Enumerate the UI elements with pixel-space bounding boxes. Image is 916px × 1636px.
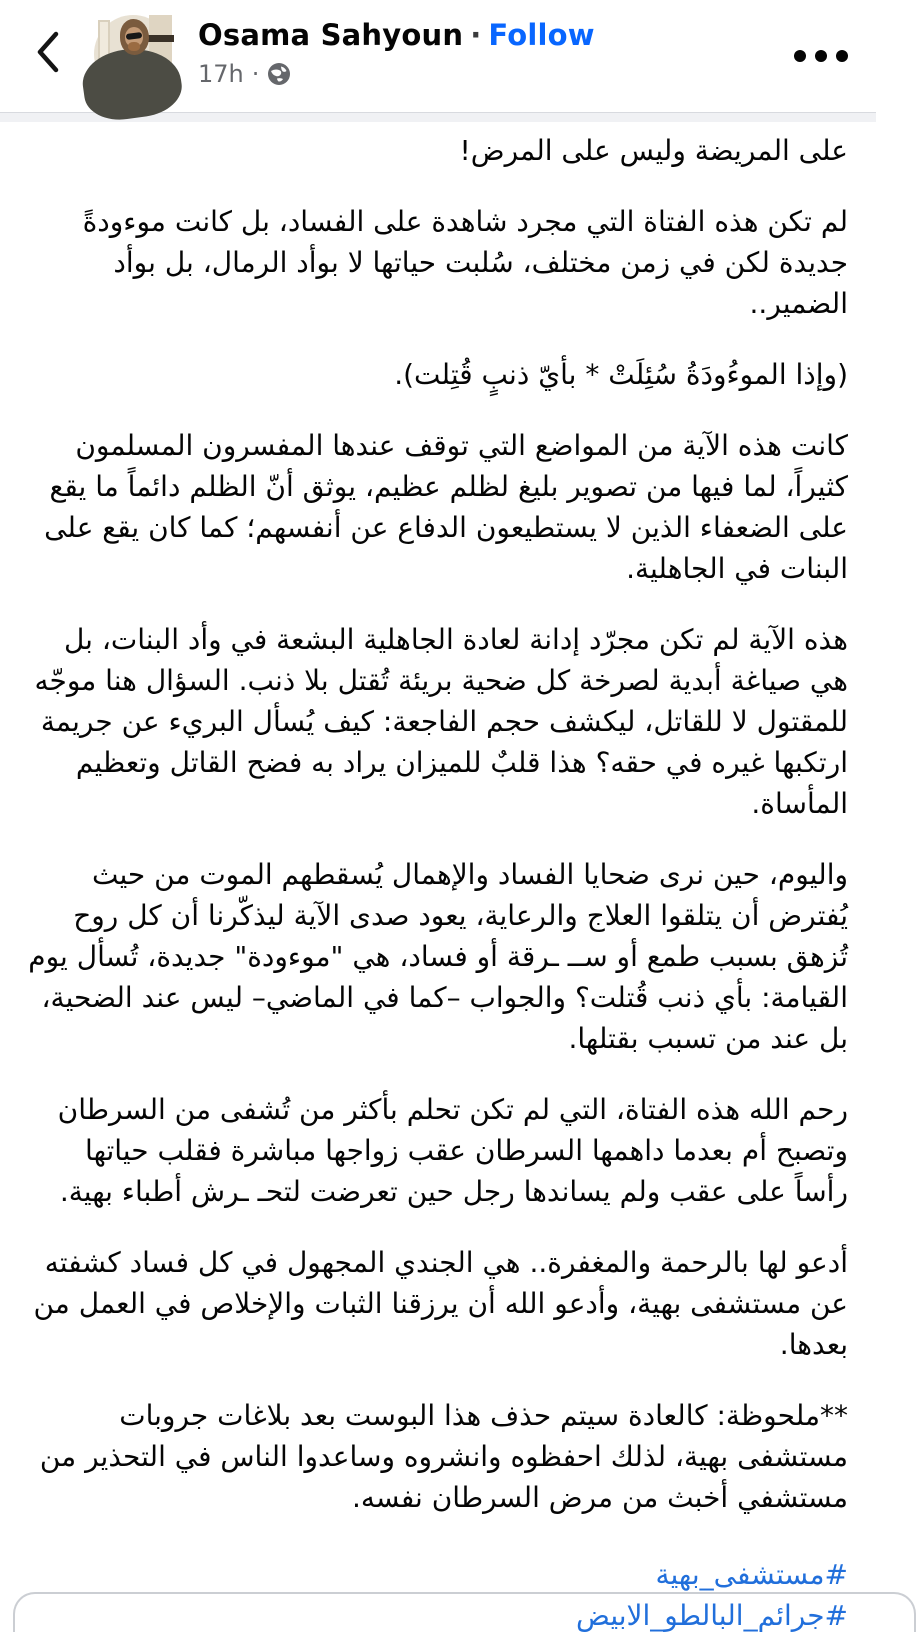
post-paragraph: هذه الآية لم تكن مجرّد إدانة لعادة الجاهلية البشعة في وأد البنات، بل هي صياغة أبدية لصرخة كل ضحية بريئة تُقتل بلا ذنب. السؤال هنا موجّه للمقتول لا للقاتل، ليكشف حجم الفاجعة: كيف يُسأل البريء عن جريمة ارتكبها غيره في حقه؟ هذا قلبٌ للميزان يراد به فضح القاتل وتعظيم المأساة. [34,623,848,820]
post-header [0,0,876,112]
ellipsis-icon [794,50,806,62]
avatar[interactable] [94,15,172,93]
follow-button[interactable]: Follow [488,18,595,52]
meta-separator: · [251,60,260,88]
post-author-row [198,18,595,52]
post-paragraph-quran-verse: (وإذا الموءُودَةُ سُئِلَتْ * بأيّ ذنبٍ قُتِلت). [394,358,848,391]
back-button[interactable] [22,28,74,80]
post-paragraph: أدعو لها بالرحمة والمغفرة.. هي الجندي المجهول في كل فساد كشفته عن مستشفى بهية، وأدعو الله أن يرزقنا الثبات والإخلاص في العمل من بعدها. [33,1246,848,1361]
avatar-person-beard [128,42,140,51]
post-options-button[interactable] [783,34,859,78]
hashtag-block [28,1554,848,1636]
globe-icon [267,62,291,86]
post-content [0,122,876,1636]
post-paragraph: على المريضة وليس على المرض! [459,134,848,167]
name-follow-separator: · [470,18,482,52]
post-paragraph-note: **ملحوظة: كالعادة سيتم حذف هذا البوست بعد بلاغات جروبات مستشفى بهية، لذلك احفظوه وانشروه وساعدوا الناس في التحذير من مستشفي أخبث من مرض السرطان نفسه. [39,1399,848,1514]
post-paragraph: رحم الله هذه الفتاة، التي لم تكن تحلم بأكثر من تُشفى من السرطان وتصبح أم بعدما داهمها السرطان عقب زواجها مباشرة فقلب حياتها رأساً على عقب ولم يساندها رجل حين تعرضت لتحـ ـرش أطباء بهية. [57,1093,848,1208]
chevron-left-icon [32,29,64,79]
hashtag-link[interactable]: #مستشفى_بهية [655,1558,848,1591]
hashtag-link[interactable]: #جرائم_البالطو_الابيض [576,1599,848,1632]
ellipsis-icon [836,50,848,62]
post-paragraph: كانت هذه الآية من المواضع التي توقف عندها المفسرون المسلمون كثيراً، لما فيها من تصوير بليغ لظلم عظيم، يوثق أنّ الظلم دائماً ما يقع على الضعفاء الذين لا يستطيعون الدفاع عن أنفسهم؛ كما كان يقع على البنات في الجاهلية. [44,429,848,585]
post-meta-row [198,60,291,88]
post-paragraph: لم تكن هذه الفتاة التي مجرد شاهدة على الفساد، بل كانت موءودةً جديدة لكن في زمن مختلف، سُلبت حياتها لا بوأد الرمال، بل بوأد الضمير.. [82,205,848,320]
ellipsis-icon [815,50,827,62]
post-paragraph: واليوم، حين نرى ضحايا الفساد والإهمال يُسقطهم الموت من حيث يُفترض أن يتلقوا العلاج والرعاية، يعود صدى الآية ليذكّرنا أن كل روح تُزهق بسبب طمع أو ســ ـرقة أو فساد، هي "موءودة" جديدة، تُسأل يوم القيامة: بأي ذنب قُتلت؟ والجواب –كما في الماضي– ليس عند الضحية، بل عند من تسبب بقتلها. [28,858,848,1055]
post-author-name[interactable]: Osama Sahyoun [198,18,464,52]
post-timestamp[interactable]: 17h [198,60,244,88]
